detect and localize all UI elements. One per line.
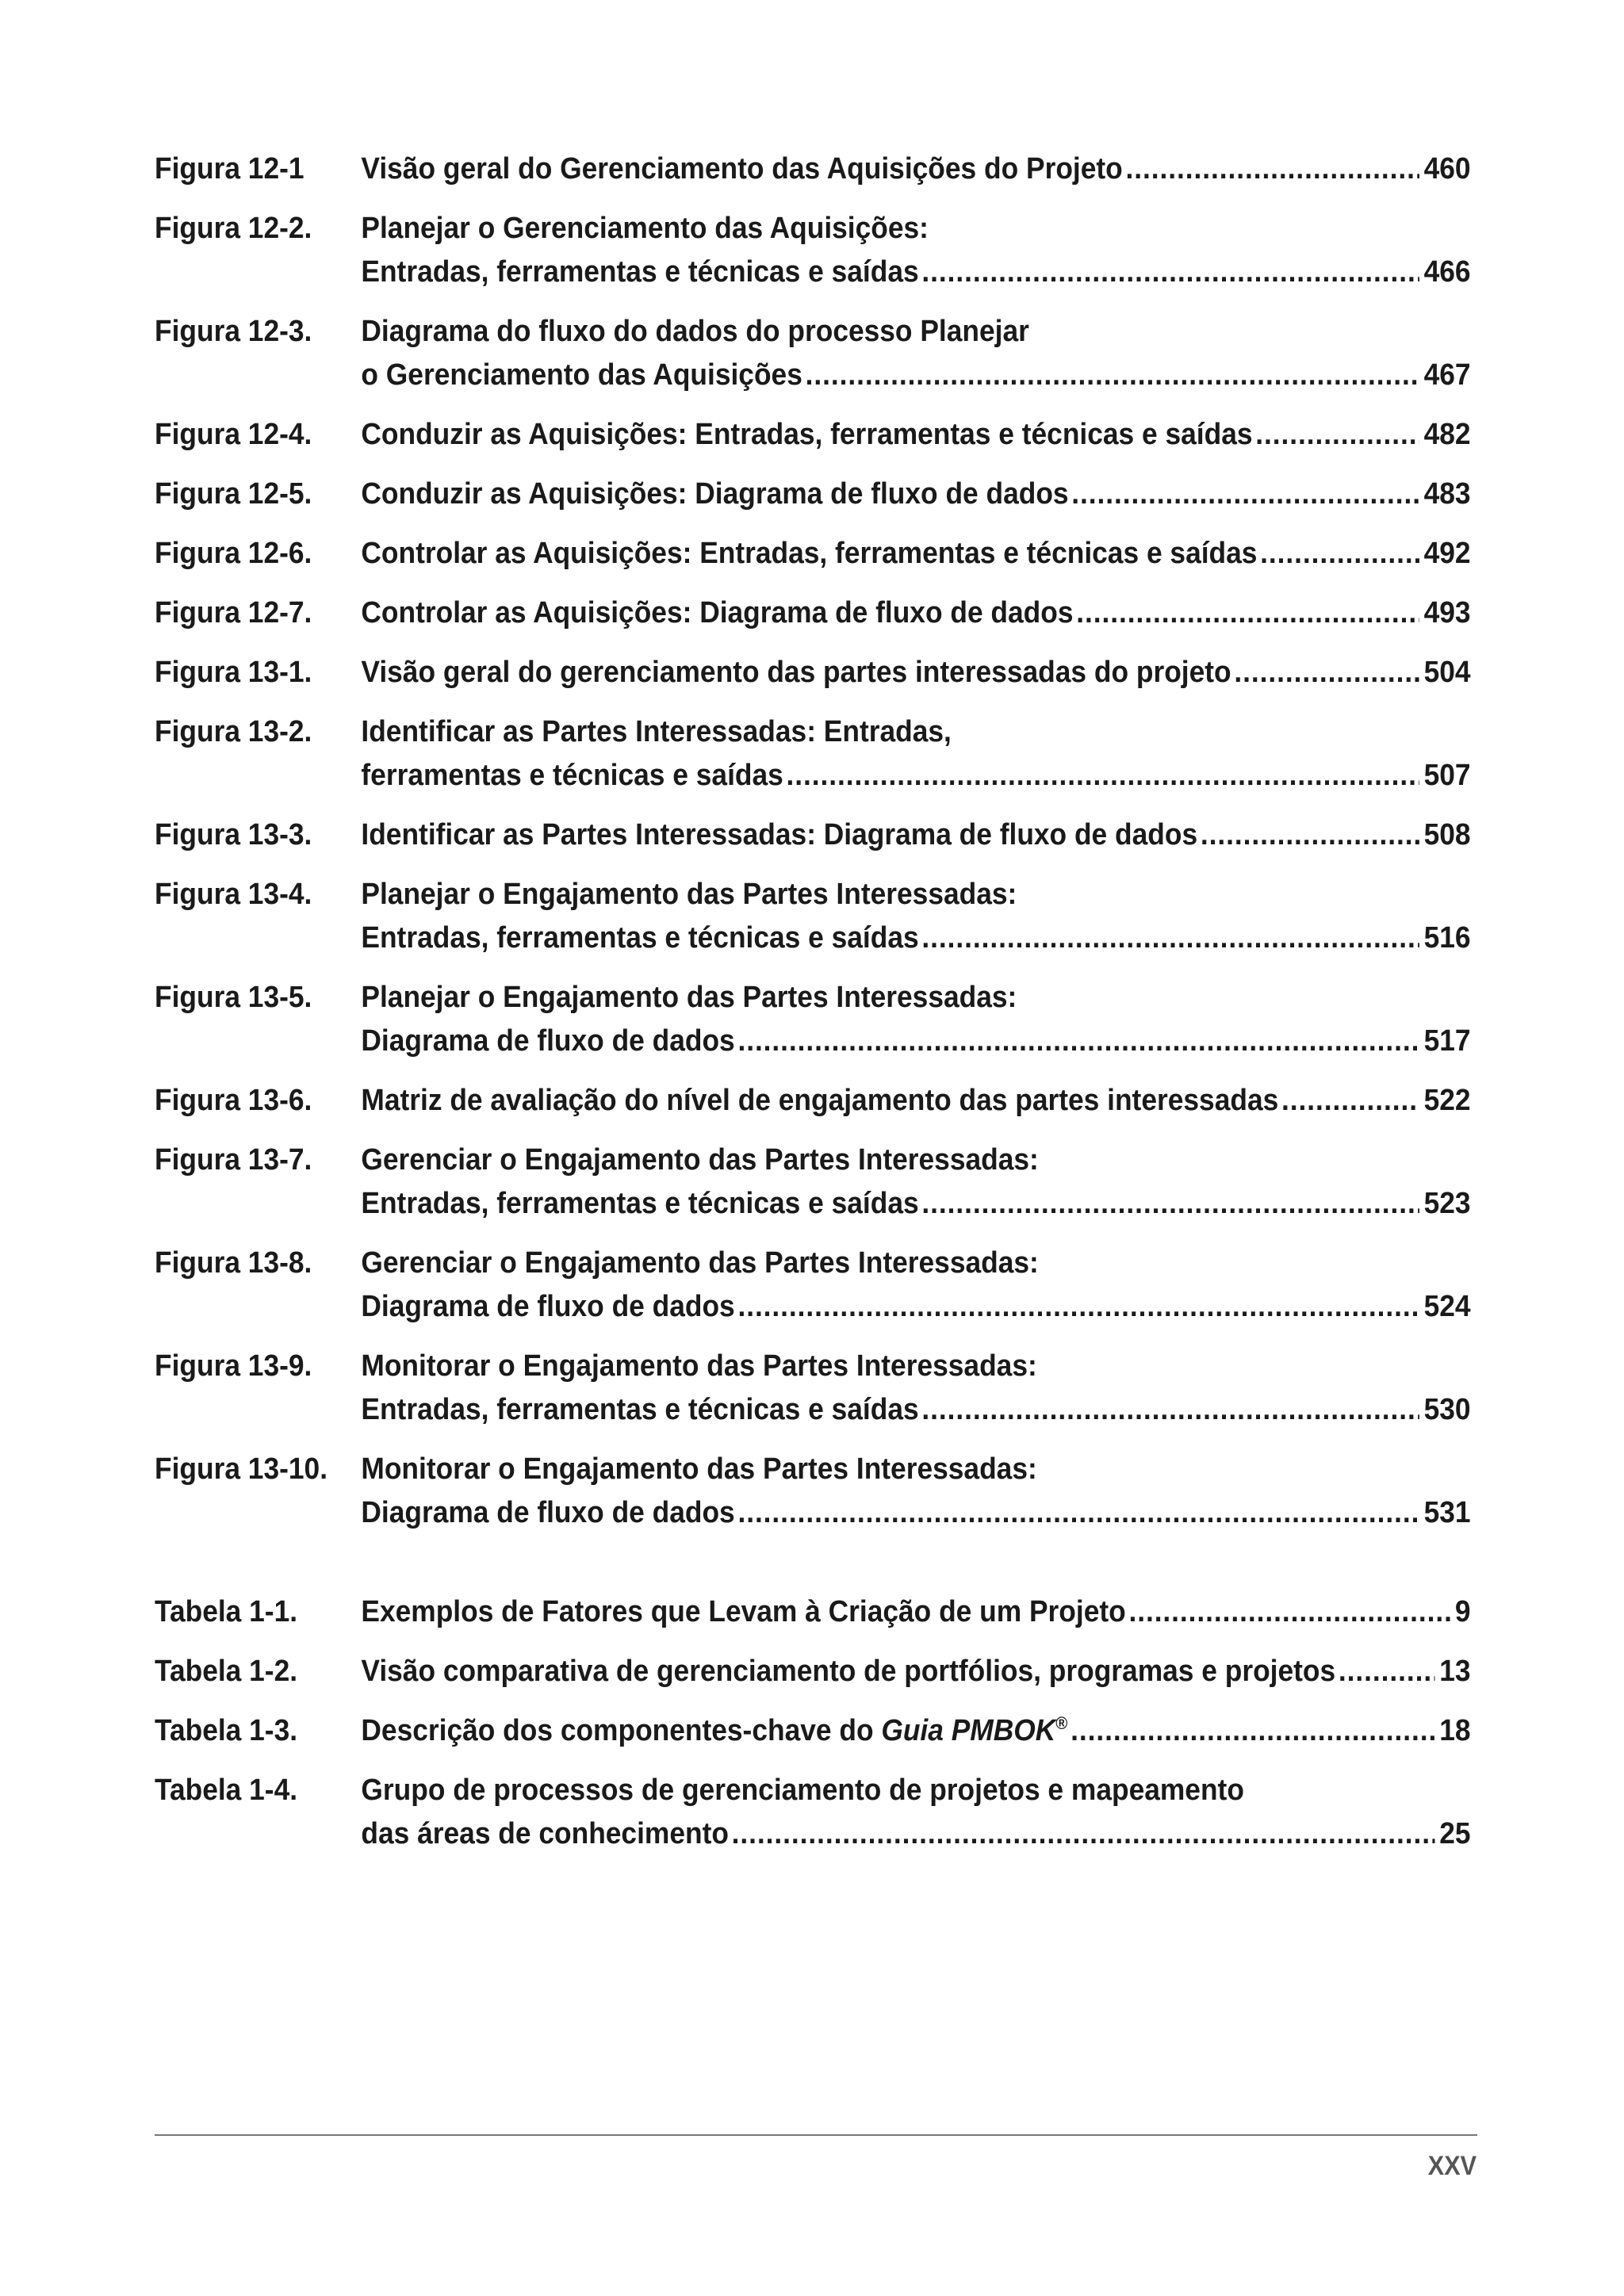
figure-label: Figura 13-10. — [155, 1452, 328, 1486]
figure-entry — [155, 813, 1471, 857]
figure-entry — [155, 310, 1471, 397]
figure-label: Figura 12-5. — [155, 477, 312, 511]
page-ref: 508 — [1423, 818, 1471, 851]
page-ref: 504 — [1423, 656, 1471, 689]
page-ref: 483 — [1423, 477, 1471, 511]
table-label: Tabela 1-4. — [155, 1774, 298, 1807]
title-line: Conduzir as Aquisições: Diagrama de fluxo de dados — [361, 477, 1069, 511]
dot-leader — [1234, 651, 1419, 695]
figure-entry — [155, 1242, 1471, 1329]
title-line: Controlar as Aquisições: Diagrama de fluxo de dados — [361, 596, 1074, 629]
figure-entry — [155, 413, 1471, 457]
entry-title — [361, 1138, 1470, 1226]
registered-mark: ® — [1055, 1713, 1068, 1733]
entry-title — [361, 1650, 1470, 1693]
entry-title — [361, 873, 1470, 960]
italic-title: Guia PMBOK — [881, 1714, 1056, 1747]
figure-label: Figura 13-6. — [155, 1084, 312, 1117]
figure-label: Figura 13-8. — [155, 1246, 312, 1280]
page-ref: 507 — [1423, 759, 1471, 792]
title-line: Exemplos de Fatores que Levam à Criação de um Projeto — [361, 1595, 1126, 1628]
figure-label: Figura 12-7. — [155, 596, 312, 629]
page-ref: 531 — [1423, 1496, 1471, 1529]
title-line: Identificar as Partes Interessadas: Entradas, — [361, 715, 952, 748]
figure-label: Figura 12-3. — [155, 315, 312, 348]
title-line: o Gerenciamento das Aquisições — [361, 358, 802, 392]
entry-title — [361, 1709, 1470, 1753]
dot-leader — [806, 354, 1419, 397]
page-ref: 13 — [1439, 1655, 1471, 1688]
figure-entry — [155, 473, 1471, 516]
title-line: Matriz de avaliação do nível de engajamento das partes interessadas — [361, 1084, 1279, 1117]
page-ref: 25 — [1439, 1817, 1471, 1850]
entry-title — [361, 1769, 1470, 1856]
title-line: Diagrama de fluxo de dados — [361, 1290, 735, 1323]
page-ref: 524 — [1423, 1290, 1471, 1323]
dot-leader — [1125, 147, 1419, 191]
page-ref: 9 — [1454, 1595, 1471, 1628]
title-line: Monitorar o Engajamento das Partes Interessadas: — [361, 1452, 1037, 1486]
dot-leader — [1076, 591, 1419, 635]
title-line: Visão geral do gerenciamento das partes interessadas do projeto — [361, 656, 1231, 689]
title-line: Identificar as Partes Interessadas: Diagrama de fluxo de dados — [361, 818, 1198, 851]
dot-leader — [921, 251, 1419, 294]
dot-leader — [1128, 1590, 1450, 1634]
figure-entry — [155, 1138, 1471, 1226]
entry-title — [361, 473, 1470, 516]
dot-leader — [921, 1388, 1419, 1432]
title-line: das áreas de conhecimento — [361, 1817, 729, 1850]
page-ref: 492 — [1423, 537, 1471, 570]
entry-title — [361, 1448, 1470, 1535]
table-entry — [155, 1650, 1471, 1693]
dot-leader — [732, 1812, 1435, 1856]
title-line: ferramentas e técnicas e saídas — [361, 759, 783, 792]
figure-label: Figura 13-5. — [155, 981, 312, 1014]
table-entry — [155, 1590, 1471, 1634]
title-line: Visão geral do Gerenciamento das Aquisições do Projeto — [361, 152, 1123, 186]
entry-title — [361, 1242, 1470, 1329]
page-ref: 516 — [1423, 921, 1471, 955]
figure-label: Figura 12-4. — [155, 418, 312, 451]
figure-label: Figura 13-3. — [155, 818, 312, 851]
page-ref: 522 — [1423, 1084, 1471, 1117]
title-line: Entradas, ferramentas e técnicas e saídas — [361, 1393, 919, 1426]
figure-entry — [155, 1079, 1471, 1123]
title-line: Controlar as Aquisições: Entradas, ferramentas e técnicas e saídas — [361, 537, 1258, 570]
title-line: Grupo de processos de gerenciamento de projetos e mapeamento — [361, 1774, 1244, 1807]
title-line: Gerenciar o Engajamento das Partes Interessadas: — [361, 1246, 1039, 1280]
entry-title — [361, 976, 1470, 1063]
page-ref: 460 — [1423, 152, 1471, 186]
title-line: Planejar o Engajamento das Partes Interessadas: — [361, 878, 1017, 911]
figure-label: Figura 12-2. — [155, 212, 312, 245]
figure-label: Figura 13-9. — [155, 1349, 312, 1383]
dot-leader — [1255, 413, 1419, 457]
title-line: Entradas, ferramentas e técnicas e saídas — [361, 255, 919, 289]
title-line: Diagrama de fluxo de dados — [361, 1496, 735, 1529]
figure-label: Figura 13-7. — [155, 1143, 312, 1177]
figure-entry — [155, 147, 1471, 191]
figure-label: Figura 12-1 — [155, 152, 304, 186]
title-line: Visão comparativa de gerenciamento de portfólios, programas e projetos — [361, 1655, 1336, 1688]
entry-title — [361, 532, 1470, 576]
figure-label: Figura 13-2. — [155, 715, 312, 748]
dot-leader — [1201, 813, 1419, 857]
figure-entry — [155, 207, 1471, 294]
dot-leader — [737, 1491, 1419, 1535]
title-line: Conduzir as Aquisições: Entradas, ferramentas e técnicas e saídas — [361, 418, 1253, 451]
table-label: Tabela 1-1. — [155, 1595, 298, 1628]
figure-entry — [155, 976, 1471, 1063]
title-line: Planejar o Gerenciamento das Aquisições: — [361, 212, 929, 245]
table-of-contents — [155, 147, 1471, 1872]
dot-leader — [787, 754, 1420, 798]
figure-entry — [155, 1345, 1471, 1432]
title-line: Gerenciar o Engajamento das Partes Interessadas: — [361, 1143, 1039, 1177]
entry-title — [361, 310, 1470, 397]
table-label: Tabela 1-2. — [155, 1655, 298, 1688]
figure-label: Figura 13-4. — [155, 878, 312, 911]
entry-title — [361, 813, 1470, 857]
title-line: Entradas, ferramentas e técnicas e saídas — [361, 921, 919, 955]
dot-leader — [1339, 1650, 1435, 1693]
page-ref: 493 — [1423, 596, 1471, 629]
entry-title — [361, 207, 1470, 294]
entry-title — [361, 1345, 1470, 1432]
figure-entry — [155, 591, 1471, 635]
table-entry — [155, 1769, 1471, 1856]
figure-entry — [155, 651, 1471, 695]
title-line: Monitorar o Engajamento das Partes Interessadas: — [361, 1349, 1037, 1383]
entry-title — [361, 1079, 1470, 1123]
figure-entry — [155, 532, 1471, 576]
dot-leader — [921, 1182, 1419, 1226]
footer-divider — [155, 2134, 1477, 2136]
page-ref: 467 — [1423, 358, 1471, 392]
title-line: Entradas, ferramentas e técnicas e saídas — [361, 1187, 919, 1220]
page-ref: 466 — [1423, 255, 1471, 289]
entry-title — [361, 710, 1470, 798]
page-ref: 530 — [1423, 1393, 1471, 1426]
entry-title — [361, 651, 1470, 695]
title-line: Descrição dos componentes-chave do — [361, 1714, 882, 1747]
figure-label: Figura 13-1. — [155, 656, 312, 689]
dot-leader — [1071, 1709, 1435, 1753]
page-ref: 517 — [1423, 1024, 1471, 1058]
dot-leader — [1281, 1079, 1419, 1123]
table-entry — [155, 1709, 1471, 1753]
title-line: Planejar o Engajamento das Partes Interessadas: — [361, 981, 1017, 1014]
title-line: Diagrama do fluxo do dados do processo Planejar — [361, 315, 1029, 348]
entry-title — [361, 147, 1470, 191]
table-label: Tabela 1-3. — [155, 1714, 298, 1747]
figure-entry — [155, 710, 1471, 798]
page-ref: 18 — [1439, 1714, 1471, 1747]
entry-title — [361, 1590, 1470, 1634]
dot-leader — [1260, 532, 1419, 576]
figure-entry — [155, 1448, 1471, 1535]
figure-entry — [155, 873, 1471, 960]
page-ref: 523 — [1423, 1187, 1471, 1220]
figure-label: Figura 12-6. — [155, 537, 312, 570]
dot-leader — [921, 916, 1419, 960]
entry-title — [361, 413, 1470, 457]
page-ref: 482 — [1423, 418, 1471, 451]
dot-leader — [1071, 473, 1419, 516]
page-number: XXV — [1427, 2151, 1477, 2181]
dot-leader — [737, 1020, 1419, 1063]
title-line: Diagrama de fluxo de dados — [361, 1024, 735, 1058]
entry-title — [361, 591, 1470, 635]
dot-leader — [737, 1285, 1419, 1329]
